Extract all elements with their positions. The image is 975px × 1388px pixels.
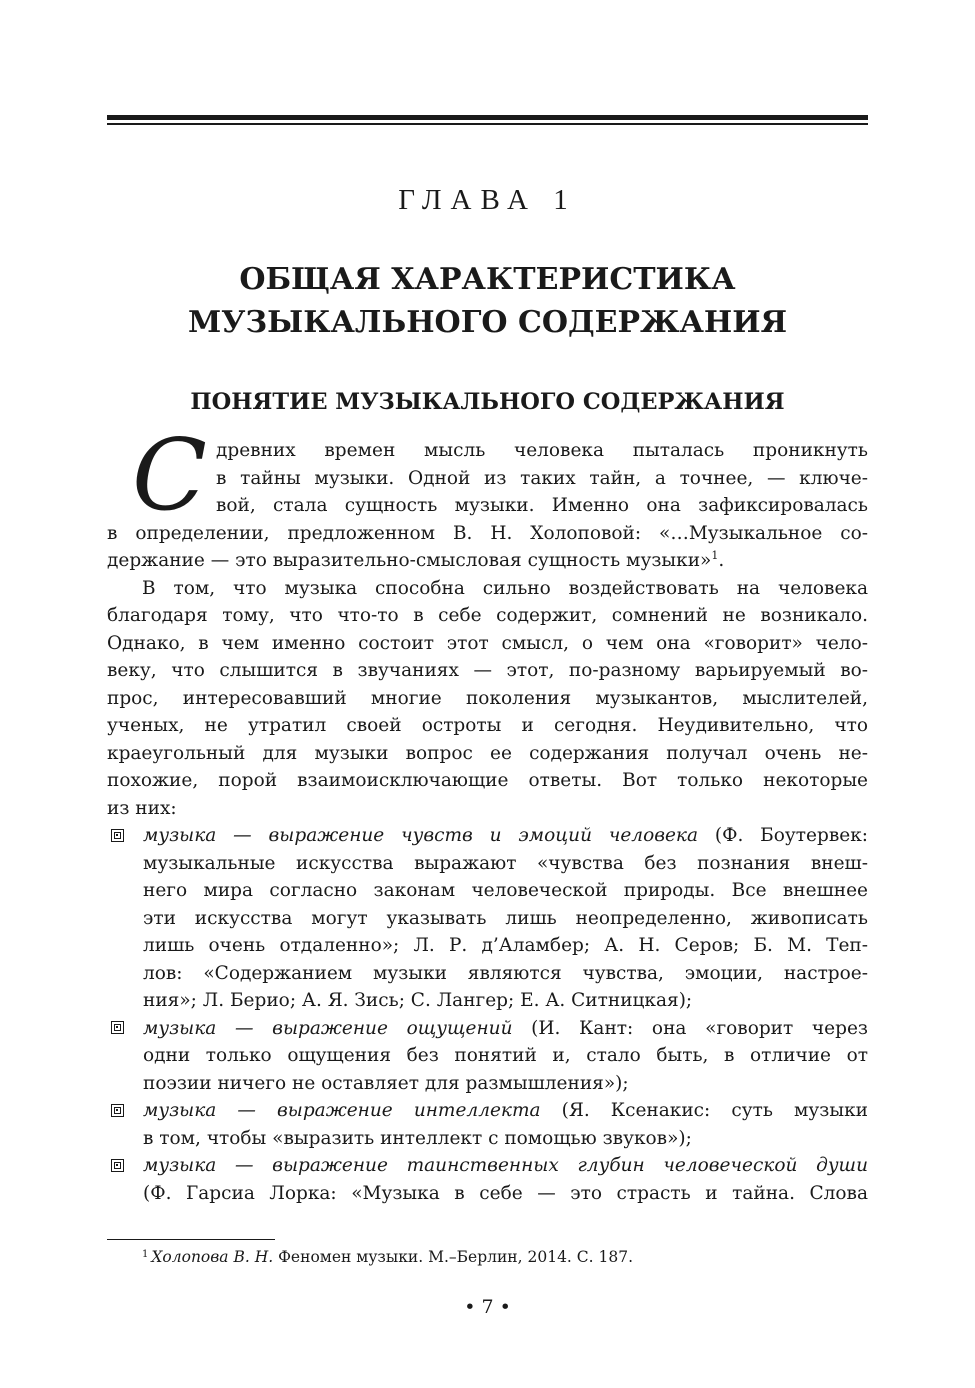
- paragraph2-line-4: веку, что слышится в звучаниях — этот, по-разному варьируемый во-: [107, 660, 868, 681]
- section-title: ПОНЯТИЕ МУЗЫКАЛЬНОГО СОДЕРЖАНИЯ: [190, 389, 785, 415]
- paragraph2-line-7: краеугольный для музыки вопрос ее содержания получал очень не-: [107, 742, 868, 764]
- header-rule-thin: [107, 123, 868, 125]
- paragraph2-line-8: похожие, порой взаимоисключающие ответы. Вот только некоторые: [107, 770, 868, 791]
- bullet-square-icon: [111, 1104, 124, 1117]
- chapter-title: [107, 258, 868, 344]
- bullet3-first-rest: (Я. Ксенакис: суть музыки: [540, 1100, 868, 1121]
- paragraph2-line-1: В том, что музыка способна сильно воздействовать на человека: [142, 577, 868, 599]
- paragraph2-line-9: из них:: [107, 797, 177, 819]
- chapter-label: ГЛАВА 1: [398, 184, 577, 216]
- footnote: [142, 1246, 868, 1268]
- bullet3-italic: музыка — выражение интеллекта: [143, 1100, 541, 1121]
- paragraph1-line-2: в тайны музыки. Одной из таких тайн, а точнее, — ключе-: [216, 467, 868, 489]
- bullet3-line-1: [143, 1097, 868, 1125]
- paragraph1-line-5: [107, 547, 868, 575]
- bullet4-italic: музыка — выражение таинственных глубин человеческой души: [143, 1155, 868, 1176]
- bullet-square-icon: [111, 1159, 124, 1172]
- bullet1-line-7: ния»; Л. Берио; А. Я. Зись; С. Лангер; Е. А. Ситницкая);: [143, 990, 693, 1011]
- chapter-title-line-1: ОБЩАЯ ХАРАКТЕРИСТИКА: [239, 262, 736, 297]
- footnote-rule: [107, 1239, 275, 1240]
- chapter-title-line-2: МУЗЫКАЛЬНОГО СОДЕРЖАНИЯ: [187, 305, 788, 340]
- bullet2-first-rest: (И. Кант: она «говорит через: [512, 1017, 868, 1039]
- bullet4-line-2: (Ф. Гарсиа Лорка: «Музыка в себе — это страсть и тайна. Слова: [143, 1182, 868, 1204]
- footnote-author: Холопова В. Н.: [151, 1248, 274, 1266]
- paragraph1-end-punct: .: [718, 550, 725, 571]
- bullet2-line-1: [143, 1015, 868, 1043]
- bullet2-line-3: поэзии ничего не оставляет для размышления»);: [143, 1072, 629, 1094]
- bullet2-line-2: одни только ощущения без понятий и, стало быть, в отличие от: [143, 1045, 868, 1066]
- bullet3-line-2: в том, чтобы «выразить интеллект с помощью звуков»);: [143, 1127, 692, 1149]
- bullet1-first-rest: (Ф. Боутервек:: [698, 825, 868, 846]
- footnote-reference[interactable]: 1: [711, 549, 719, 562]
- bullet-square-icon: [111, 1021, 124, 1034]
- bullet4-line-1: [143, 1152, 868, 1180]
- bullet1-line-4: эти искусства могут указывать лишь неопределенно, живописать: [143, 907, 868, 929]
- bullet1-line-5: лишь очень отдаленно»; Л. Р. д’Аламбер; А. Н. Серов; Б. М. Теп-: [143, 935, 868, 956]
- paragraph1-line-5-text: держание — это выразительно-смысловая сущность музыки»: [107, 550, 712, 571]
- paragraph1-line-3: вой, стала сущность музыки. Именно она зафиксировалась: [216, 495, 868, 516]
- drop-cap: С: [132, 419, 207, 533]
- bullet1-line-1: [143, 822, 868, 850]
- paragraph2-line-6: ученых, не утратил своей остроты и сегодня. Неудивительно, что: [107, 715, 868, 736]
- paragraph2-line-5: прос, интересовавший многие поколения музыкантов, мыслителей,: [107, 687, 868, 709]
- paragraph1-line-4: в определении, предложенном В. Н. Холоповой: «…Музыкальное со-: [107, 522, 868, 544]
- bullet-square-icon: [111, 829, 124, 842]
- bullet1-line-3: него мира согласно законам человеческой природы. Все внешнее: [143, 880, 868, 901]
- header-rule-thick: [107, 115, 868, 120]
- footnote-text: Феномен музыки. М.–Берлин, 2014. С. 187.: [273, 1248, 634, 1266]
- page-number: • 7 •: [464, 1296, 511, 1318]
- bullet1-line-6: лов: «Содержанием музыки являются чувства, эмоции, настрое-: [143, 962, 868, 984]
- footnote-mark: 1: [142, 1249, 149, 1260]
- bullet1-italic: музыка — выражение чувств и эмоций человека: [143, 825, 699, 846]
- bullet1-line-2: музыкальные искусства выражают «чувства без познания внеш-: [143, 852, 868, 874]
- paragraph2-line-2: благодаря тому, что что-то в себе содержит, сомнений не возникало.: [107, 605, 868, 626]
- paragraph1-line-1: древних времен мысль человека пыталась проникнуть: [216, 440, 868, 461]
- paragraph2-line-3: Однако, в чем именно состоит этот смысл, о чем она «говорит» чело-: [107, 632, 868, 654]
- bullet2-italic: музыка — выражение ощущений: [143, 1017, 513, 1039]
